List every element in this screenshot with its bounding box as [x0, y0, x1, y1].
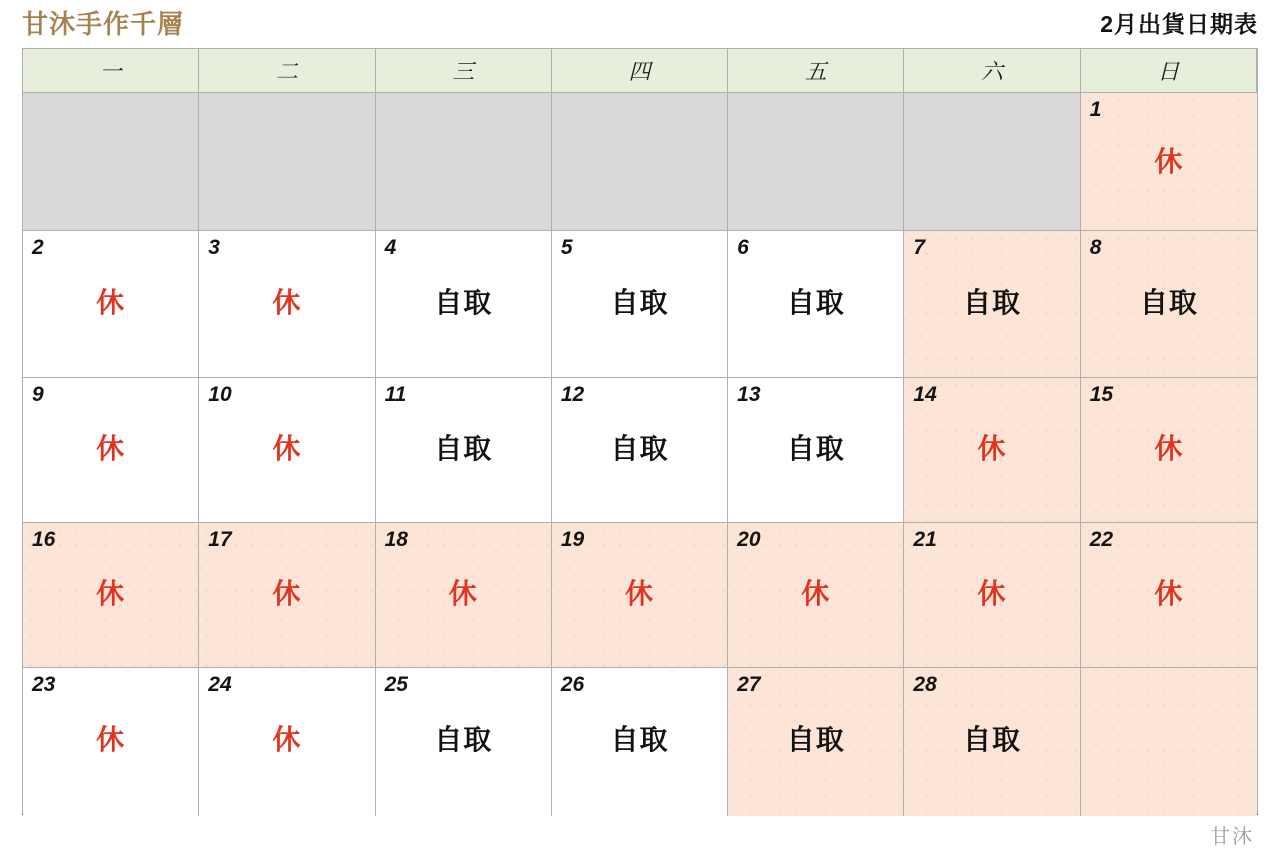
- calendar-cell-day-6: [728, 231, 904, 378]
- header-bar: [22, 0, 1258, 46]
- rest-day-label: 休: [448, 577, 478, 609]
- page-title: 甘沐手作千層: [22, 9, 185, 39]
- rest-day-label: 休: [96, 432, 126, 464]
- calendar-cell-day-22: [1081, 523, 1257, 668]
- calendar-cell-day-5: [552, 231, 728, 378]
- day-number: 7: [913, 236, 926, 259]
- rest-day-label: 休: [1154, 145, 1184, 177]
- calendar-cell-day-11: [376, 378, 552, 523]
- weekday-header-7: 日: [1081, 49, 1257, 93]
- pickup-day-label: 自取: [610, 286, 669, 318]
- day-number: 1: [1089, 98, 1102, 121]
- day-number: 9: [32, 383, 44, 406]
- rest-day-label: 休: [1154, 432, 1184, 464]
- calendar-cell-day-17: [199, 523, 375, 668]
- calendar-cell-day-9: [23, 378, 199, 523]
- calendar-cell-day-19: [552, 523, 728, 668]
- rest-day-label: 休: [977, 577, 1007, 609]
- weekday-header-3: 三: [376, 49, 552, 93]
- calendar-cell-day-4: [376, 231, 552, 378]
- day-number: 22: [1089, 528, 1114, 551]
- rest-day-label: 休: [96, 286, 126, 318]
- pickup-day-label: 自取: [786, 286, 845, 318]
- day-number: 14: [913, 383, 937, 406]
- pickup-day-label: 自取: [610, 432, 669, 464]
- day-number: 10: [208, 383, 232, 406]
- calendar-cell-day-21: [904, 523, 1080, 668]
- pickup-day-label: 自取: [1139, 286, 1198, 318]
- calendar-cell-day-1: [1081, 93, 1257, 231]
- day-number: 24: [208, 673, 232, 696]
- day-number: 5: [560, 236, 573, 259]
- day-number: 27: [737, 673, 761, 696]
- rest-day-label: 休: [1154, 577, 1184, 609]
- pickup-day-label: 自取: [434, 724, 493, 756]
- rest-day-label: 休: [272, 577, 302, 609]
- calendar-cell-empty: [1081, 668, 1257, 816]
- calendar-cell-day-14: [904, 378, 1080, 523]
- day-number: 19: [560, 528, 585, 551]
- calendar-cell-day-27: [728, 668, 904, 816]
- day-number: 13: [737, 383, 761, 406]
- day-number: 21: [913, 528, 937, 551]
- pickup-day-label: 自取: [786, 724, 845, 756]
- calendar-cell-day-16: [23, 523, 199, 668]
- calendar-cell-day-12: [552, 378, 728, 523]
- pickup-day-label: 自取: [434, 432, 493, 464]
- weekday-header-2: 二: [199, 49, 375, 93]
- day-number: 25: [384, 673, 408, 696]
- day-number: 12: [560, 383, 585, 406]
- calendar-cell-empty: [552, 93, 728, 231]
- day-number: 2: [32, 236, 44, 259]
- calendar-cell-day-25: [376, 668, 552, 816]
- weekday-header-6: 六: [904, 49, 1080, 93]
- day-number: 15: [1089, 383, 1114, 406]
- calendar-cell-empty: [904, 93, 1080, 231]
- calendar-cell-empty: [376, 93, 552, 231]
- calendar-cell-day-3: [199, 231, 375, 378]
- rest-day-label: 休: [272, 724, 302, 756]
- calendar-cell-day-15: [1081, 378, 1257, 523]
- day-number: 16: [32, 528, 56, 551]
- calendar-cell-empty: [199, 93, 375, 231]
- calendar-cell-day-28: [904, 668, 1080, 816]
- calendar-cell-day-10: [199, 378, 375, 523]
- rest-day-label: 休: [977, 432, 1007, 464]
- calendar-cell-day-23: [23, 668, 199, 816]
- calendar-cell-empty: [23, 93, 199, 231]
- calendar-cell-day-13: [728, 378, 904, 523]
- pickup-day-label: 自取: [786, 432, 845, 464]
- rest-day-label: 休: [801, 577, 831, 609]
- day-number: 18: [384, 528, 408, 551]
- day-number: 26: [560, 673, 585, 696]
- pickup-day-label: 自取: [610, 724, 669, 756]
- calendar-cell-day-20: [728, 523, 904, 668]
- day-number: 6: [737, 236, 749, 259]
- day-number: 11: [384, 383, 407, 406]
- calendar-grid: [22, 48, 1258, 815]
- rest-day-label: 休: [272, 286, 302, 318]
- calendar-cell-day-24: [199, 668, 375, 816]
- watermark: 甘沐: [1210, 826, 1254, 848]
- day-number: 4: [384, 236, 397, 259]
- day-number: 23: [32, 673, 56, 696]
- day-number: 20: [737, 528, 761, 551]
- day-number: 8: [1089, 236, 1102, 259]
- calendar-cell-day-2: [23, 231, 199, 378]
- day-number: 17: [208, 528, 232, 551]
- calendar-cell-day-18: [376, 523, 552, 668]
- day-number: 28: [913, 673, 937, 696]
- weekday-header-1: 一: [23, 49, 199, 93]
- day-number: 3: [208, 236, 220, 259]
- rest-day-label: 休: [96, 724, 126, 756]
- weekday-header-5: 五: [728, 49, 904, 93]
- rest-day-label: 休: [624, 577, 654, 609]
- pickup-day-label: 自取: [963, 724, 1022, 756]
- weekday-header-4: 四: [552, 49, 728, 93]
- calendar-cell-empty: [728, 93, 904, 231]
- rest-day-label: 休: [96, 577, 126, 609]
- pickup-day-label: 自取: [434, 286, 493, 318]
- calendar-cell-day-8: [1081, 231, 1257, 378]
- calendar-cell-day-7: [904, 231, 1080, 378]
- rest-day-label: 休: [272, 432, 302, 464]
- calendar-cell-day-26: [552, 668, 728, 816]
- pickup-day-label: 自取: [963, 286, 1022, 318]
- page-subtitle: 2月出貨日期表: [1100, 11, 1258, 37]
